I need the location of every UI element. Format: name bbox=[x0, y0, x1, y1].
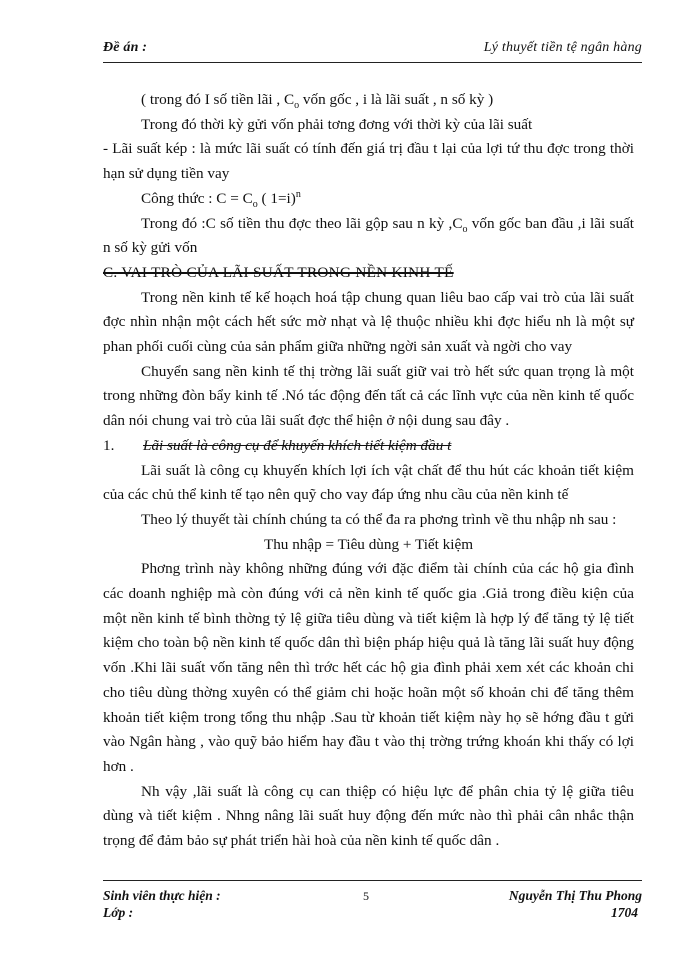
document-body bbox=[103, 88, 634, 854]
footer-rule bbox=[103, 880, 642, 881]
section-heading: C. VAI TRÒ CỦA LÃI SUẤT TRONG NỀN KINH TẾ bbox=[103, 263, 454, 281]
income-equation: Thu nhập = Tiêu dùng + Tiết kiệm bbox=[263, 535, 474, 553]
paragraph-conclusion: Nh vậy ,lãi suất là công cụ can thiệp có hiệu lực để phân chia tỷ lệ giữa tiêu dùng và tiết kiệm . Nhng nâng lãi suất huy động đến mức nào thì phải cân nhắc thận trọng để đảm bảo sự phát triển hài hoà của nền kinh tế quốc dân . bbox=[103, 782, 634, 850]
header-left: Đề án : bbox=[103, 40, 148, 55]
page-number: 5 bbox=[363, 889, 369, 903]
header-right: Lý thuyết tiền tệ ngân hàng bbox=[483, 40, 642, 55]
subsection-number: 1. bbox=[103, 436, 115, 454]
subsection-title: Lãi suất là công cụ để khuyến khích tiết kiệm đầu t bbox=[143, 436, 452, 454]
paragraph-planned-economy: Trong nền kinh tế kế hoạch hoá tập chung quan liêu bao cấp vai trò của lãi suất đợc nhìn nhận một cách hết sức mờ nhạt và lệ thuộc nhiều khi đợc hiểu nh là một sự phan phối cuối cùng của sản phẩm giữa những ngời sản xuất và ngời cho vay bbox=[103, 288, 634, 356]
paragraph-equation-explanation: Phơng trình này không những đúng với đặc điểm tài chính của các hộ gia đình các doanh nghiệp mà còn đúng với cả nền kinh tế quốc gia .Giả trong điều kiện của một nền kinh tế bình thờng tỷ lệ giữa tiêu dùng và tiết kiệm là hợp lý để tăng tỷ lệ tiết kiệm cho toàn bộ nền kinh tế quốc dân thì biện pháp hiệu quả là tăng lãi suất huy động vốn .Khi lãi suất vốn tăng nên thì trớc hết các hộ gia đình phải xem xét các khoản chi cho tiêu dùng thờng xuyên có thể giảm chi hoặc hoãn một số khoản chi để tăng thêm khoản tiết kiệm trong tổng thu nhập .Sau từ khoản tiết kiệm này họ sẽ hớng đầu t gửi vào Ngân hàng , vào quỹ bảo hiểm hay đầu t vào thị trờng trứng khoán khi thấy có lợi hơn . bbox=[103, 560, 634, 775]
footer-student-label: Sinh viên thực hiện : bbox=[103, 888, 221, 903]
footer-class-label: Lớp : bbox=[103, 905, 134, 920]
paragraph-formula-legend: Trong đó :C số tiền thu đợc theo lãi gộp sau n kỳ $,C_o$ vốn gốc ban đầu ,i lãi suất n số kỳ gửi vốn bbox=[103, 214, 634, 257]
paragraph-compound-interest: - Lãi suất kép : là mức lãi suất có tính đến giá trị đầu t lại của lợi tứ thu đợc trong thời hạn sử dụng tiền vay bbox=[103, 140, 634, 183]
paragraph-interest-definition: ( trong đó I số tiền lãi , $C_o$ vốn gốc , i là lãi suất , n số kỳ ) bbox=[141, 91, 494, 112]
footer-author-name: Nguyễn Thị Thu Phong bbox=[508, 888, 642, 903]
paragraph-savings-tool: Lãi suất là công cụ khuyến khích lợi ích vật chất để thu hút các khoản tiết kiệm của các chủ thể kinh tế tạo nên quỹ cho vay đáp ứng nhu cầu của nền kinh tế bbox=[103, 461, 634, 504]
subsection-heading bbox=[103, 434, 634, 459]
footer-class-code: 1704 bbox=[611, 905, 638, 920]
paragraph-income-theory: Theo lý thuyết tài chính chúng ta có thể đa ra phơng trình về thu nhập nh sau : bbox=[141, 510, 617, 528]
paragraph-period-note: Trong đó thời kỳ gửi vốn phải tơng đơng với thời kỳ của lãi suất bbox=[141, 115, 533, 133]
header-rule bbox=[103, 62, 642, 63]
compound-formula: Công thức : $C = C_o$ ( 1=i)$^n$ bbox=[141, 188, 301, 210]
paragraph-market-economy: Chuyển sang nền kinh tế thị trờng lãi suất giữ vai trò hết sức quan trọng là một trong những đòn bẩy kinh tế .Nó tác động đến tất cả các lĩnh vực của nền kinh tế quốc dân nói chung vai trò của lãi suất đợc thể hiện ở nội dung sau đây . bbox=[103, 362, 634, 430]
